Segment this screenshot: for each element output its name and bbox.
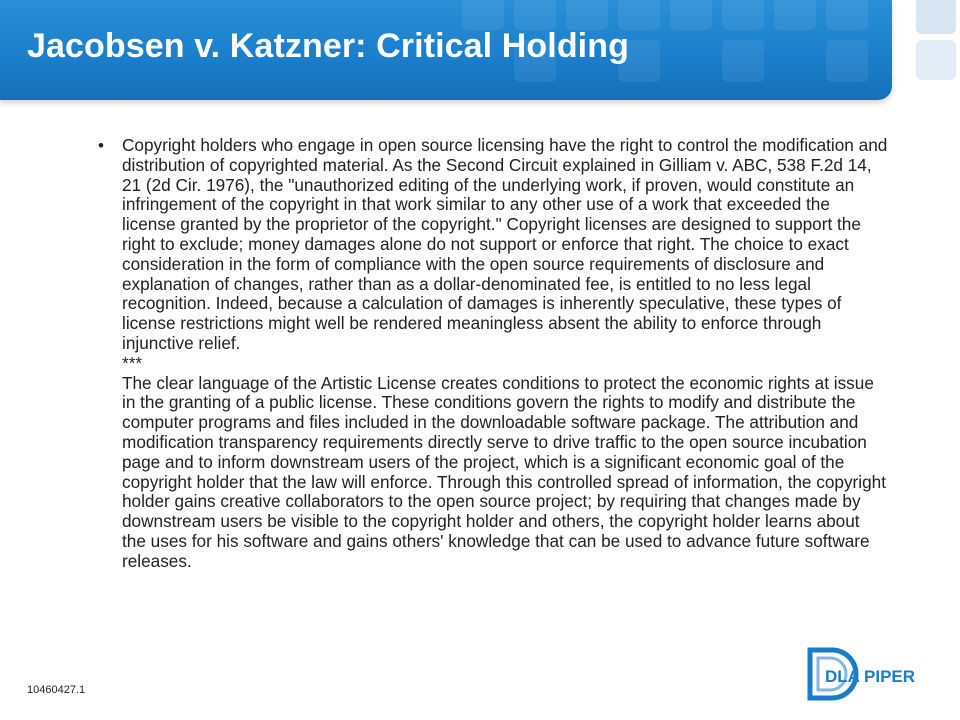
corner-tile-pattern <box>892 0 960 110</box>
bullet-marker: • <box>98 136 104 155</box>
bullet-item <box>98 136 888 572</box>
document-id: 10460427.1 <box>27 684 86 696</box>
slide-title: Jacobsen v. Katzner: Critical Holding <box>27 27 629 65</box>
dla-piper-logo <box>806 644 928 704</box>
bullet-text <box>122 136 888 572</box>
slide-body <box>98 136 888 572</box>
section-separator: *** <box>122 352 143 373</box>
title-bar <box>0 0 892 100</box>
quote-paragraph-2: The clear language of the Artistic License creates conditions to protect the economic rights at issue in the granting of a public license. These conditions govern the rights to modify and distribute the computer programs and files included in the downloadable software package. The attribution and modification transparency requirements directly serve to drive traffic to the open source incubation page and to inform downstream users of the project, which is a significant economic goal of the copyright holder that the law will enforce. Through this controlled spread of information, the copyright holder gains creative collaborators to the open source project; by requiring that changes made by downstream users be visible to the copyright holder and others, the copyright holder learns about the uses for his software and gains others' knowledge that can be used to advance future software releases. <box>122 372 886 571</box>
quote-paragraph-1: Copyright holders who engage in open source licensing have the right to control the modification and distribution of copyrighted material. As the Second Circuit explained in Gilliam v. ABC, 538 F.2d 14, 21 (2d Cir. 1976), the "unauthorized editing of the underlying work, if proven, would constitute an infringement of the copyright in that work similar to any other use of a work that exceeded the license granted by the proprietor of the copyright." Copyright licenses are designed to support the right to exclude; money damages alone do not support or enforce that right. The choice to exact consideration in the form of compliance with the open source requirements of disclosure and explanation of changes, rather than as a dollar-denominated fee, is entitled to no less legal recognition. Indeed, because a calculation of damages is inherently speculative, these types of license restrictions might well be rendered meaningless absent the ability to enforce through injunctive relief. <box>122 135 888 353</box>
logo-wordmark: DLA PIPER <box>825 667 916 686</box>
